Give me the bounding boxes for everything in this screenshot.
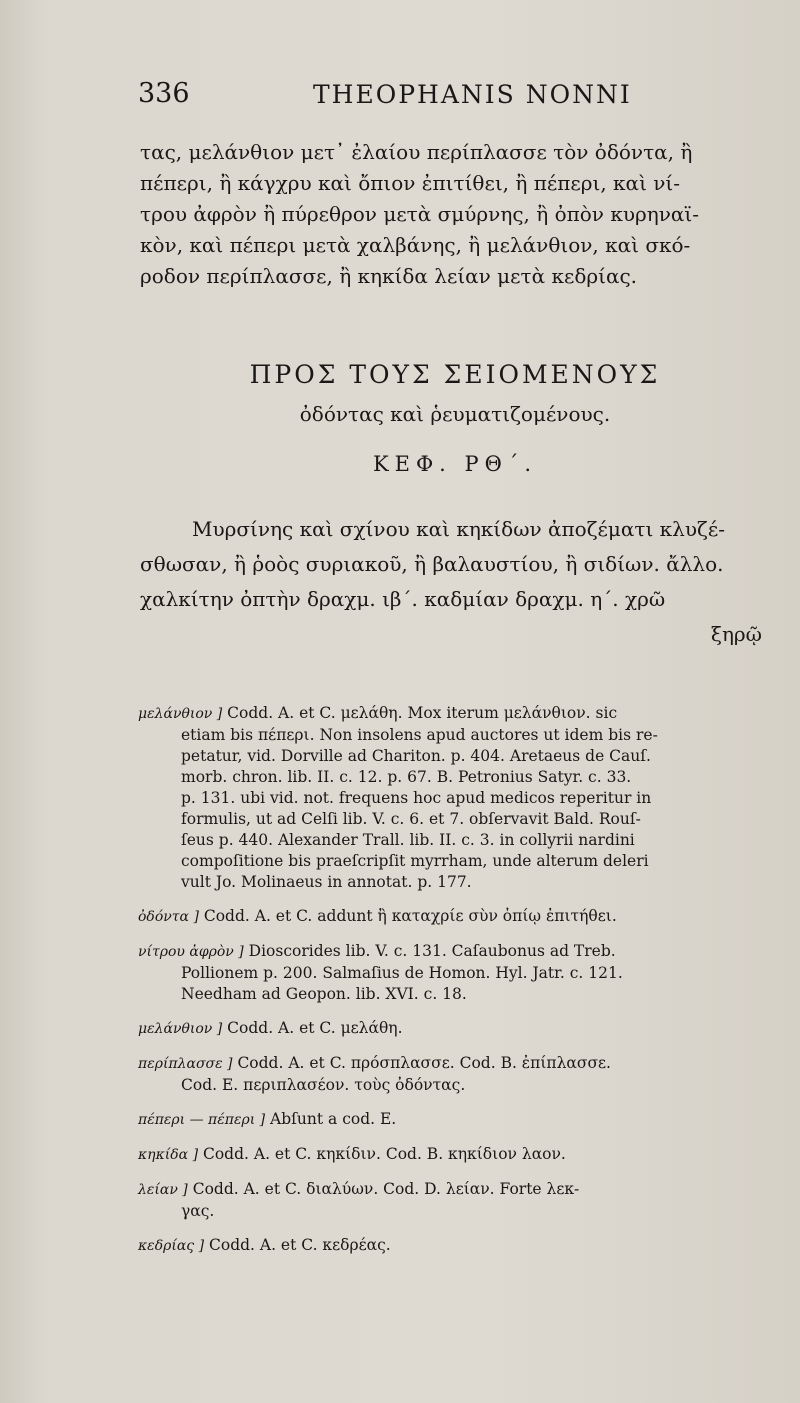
chapter-number: ΚΕΦ. ΡΘ΄.	[372, 452, 538, 476]
page-number: 336	[138, 78, 190, 109]
page-header	[138, 78, 768, 118]
footnote-lemma: ὀδόντα ]	[138, 909, 199, 925]
footnote-text: Codd. A. et C. addunt ἢ καταχρίε σὺν ὀπίῳ ἐπιτήθει.	[203, 907, 617, 925]
text-line: ροδον περίπλασσε, ἢ κηκίδα λείαν μετὰ κεδρίας.	[140, 264, 638, 288]
footnote-lemma: μελάνθιον ]	[138, 1021, 223, 1037]
chapter-title: ΠΡΟΣ ΤΟΥΣ ΣΕΙΟΜΕΝΟΥΣ	[249, 360, 661, 389]
footnote-lemma: κεδρίας ]	[138, 1238, 205, 1254]
text-line: σθωσαν, ἢ ῥοὸς συριακοῦ, ἢ βαλαυστίου, ἢ σιδίων. ἄλλο.	[140, 552, 724, 576]
footnote-text: Dioscorides lib. V. c. 131. Caſaubonus ad Treb.	[248, 942, 616, 960]
footnote-text: compoſitione bis praeſcripſit myrrham, unde alterum deleri	[181, 852, 649, 870]
footnote-text: Codd. A. et C. διαλύων. Cod. D. λείαν. Forte λεκ-	[192, 1180, 580, 1198]
footnote-text: Abſunt a cod. E.	[270, 1110, 397, 1128]
footnote-text: Codd. A. et C. μελάθη.	[227, 1019, 403, 1037]
footnote-text: etiam bis πέπερι. Non insolens apud auctores ut idem bis re-	[181, 726, 658, 744]
footnote-lemma: κηκίδα ]	[138, 1147, 199, 1163]
footnote-text: Cod. E. περιπλασέον. τοὺς ὀδόντας.	[181, 1076, 466, 1094]
footnote-text: Codd. A. et C. μελάθη. Mox iterum μελάνθιον. sic	[227, 704, 618, 722]
footnote-text: vult Jo. Molinaeus in annotat. p. 177.	[181, 873, 472, 891]
footnote	[138, 1053, 770, 1096]
footnote-lemma: νίτρου ἀφρὸν ]	[138, 944, 244, 960]
footnote	[138, 941, 770, 1005]
footnotes	[138, 703, 770, 1270]
footnote-lemma: μελάνθιον ]	[138, 706, 223, 722]
text-line: πέπερι, ἢ κάγχρυ καὶ ὄπιον ἐπιτίθει, ἢ πέπερι, καὶ νί-	[140, 171, 681, 195]
text-line: Μυρσίνης καὶ σχίνου καὶ κηκίδων ἀποζέματι κλυζέ-	[192, 517, 725, 541]
text-line: τας, μελάνθιον μετ᾽ ἐλαίου περίπλασσε τὸν ὀδόντα, ἢ	[140, 140, 693, 164]
footnote	[138, 1144, 770, 1166]
footnote	[138, 1109, 770, 1131]
footnote-text: Codd. A. et C. πρόσπλασσε. Cod. B. ἐπίπλασσε.	[237, 1054, 611, 1072]
footnote-lemma: λείαν ]	[138, 1182, 188, 1198]
chapter-subtitle: ὀδόντας καὶ ῥευματιζομένους.	[299, 402, 611, 426]
running-head: THEOPHANIS NONNI	[313, 80, 632, 109]
footnote-text: Codd. A. et C. κεδρέας.	[209, 1236, 391, 1254]
footnote-lemma: περίπλασσε ]	[138, 1056, 233, 1072]
footnote-text: formulis, ut ad Celſi lib. V. c. 6. et 7. obſervavit Bald. Rouſ-	[181, 810, 641, 828]
footnote-lemma: πέπερι — πέπερι ]	[138, 1112, 266, 1128]
text-line: κὸν, καὶ πέπερι μετὰ χαλβάνης, ἢ μελάνθιον, καὶ σκό-	[140, 233, 691, 257]
opening-paragraph	[140, 137, 770, 292]
chapter-body	[140, 512, 770, 652]
footnote-text: ſeus p. 440. Alexander Trall. lib. II. c. 3. in collyrii nardini	[181, 831, 635, 849]
text-line: τρου ἀφρὸν ἢ πύρεθρον μετὰ σμύρνης, ἢ ὀπὸν κυρηναϊ-	[140, 202, 699, 226]
footnote-text: Codd. A. et C. κηκίδιν. Cod. B. κηκίδιον λαον.	[202, 1145, 566, 1163]
footnote	[138, 906, 770, 928]
text-line: ξηρῷ	[710, 622, 762, 646]
footnote-text: p. 131. ubi vid. not. frequens hoc apud medicos reperitur in	[181, 789, 652, 807]
footnote	[138, 1179, 770, 1222]
text-line: χαλκίτην ὀπτὴν δραχμ. ιβ΄. καδμίαν δραχμ. η΄. χρῶ	[140, 587, 666, 611]
footnote-text: Pollionem p. 200. Salmaſius de Homon. Hyl. Jatr. c. 121.	[181, 964, 623, 982]
footnote-text: petatur, vid. Dorville ad Chariton. p. 404. Aretaeus de Cauſ.	[181, 747, 651, 765]
footnote-text: Needham ad Geopon. lib. XVI. c. 18.	[181, 985, 467, 1003]
footnote	[138, 1235, 770, 1257]
footnote	[138, 1018, 770, 1040]
footnote	[138, 703, 770, 893]
footnote-text: morb. chron. lib. II. c. 12. p. 67. B. Petronius Satyr. c. 33.	[181, 768, 632, 786]
footnote-text: γας.	[181, 1202, 215, 1220]
